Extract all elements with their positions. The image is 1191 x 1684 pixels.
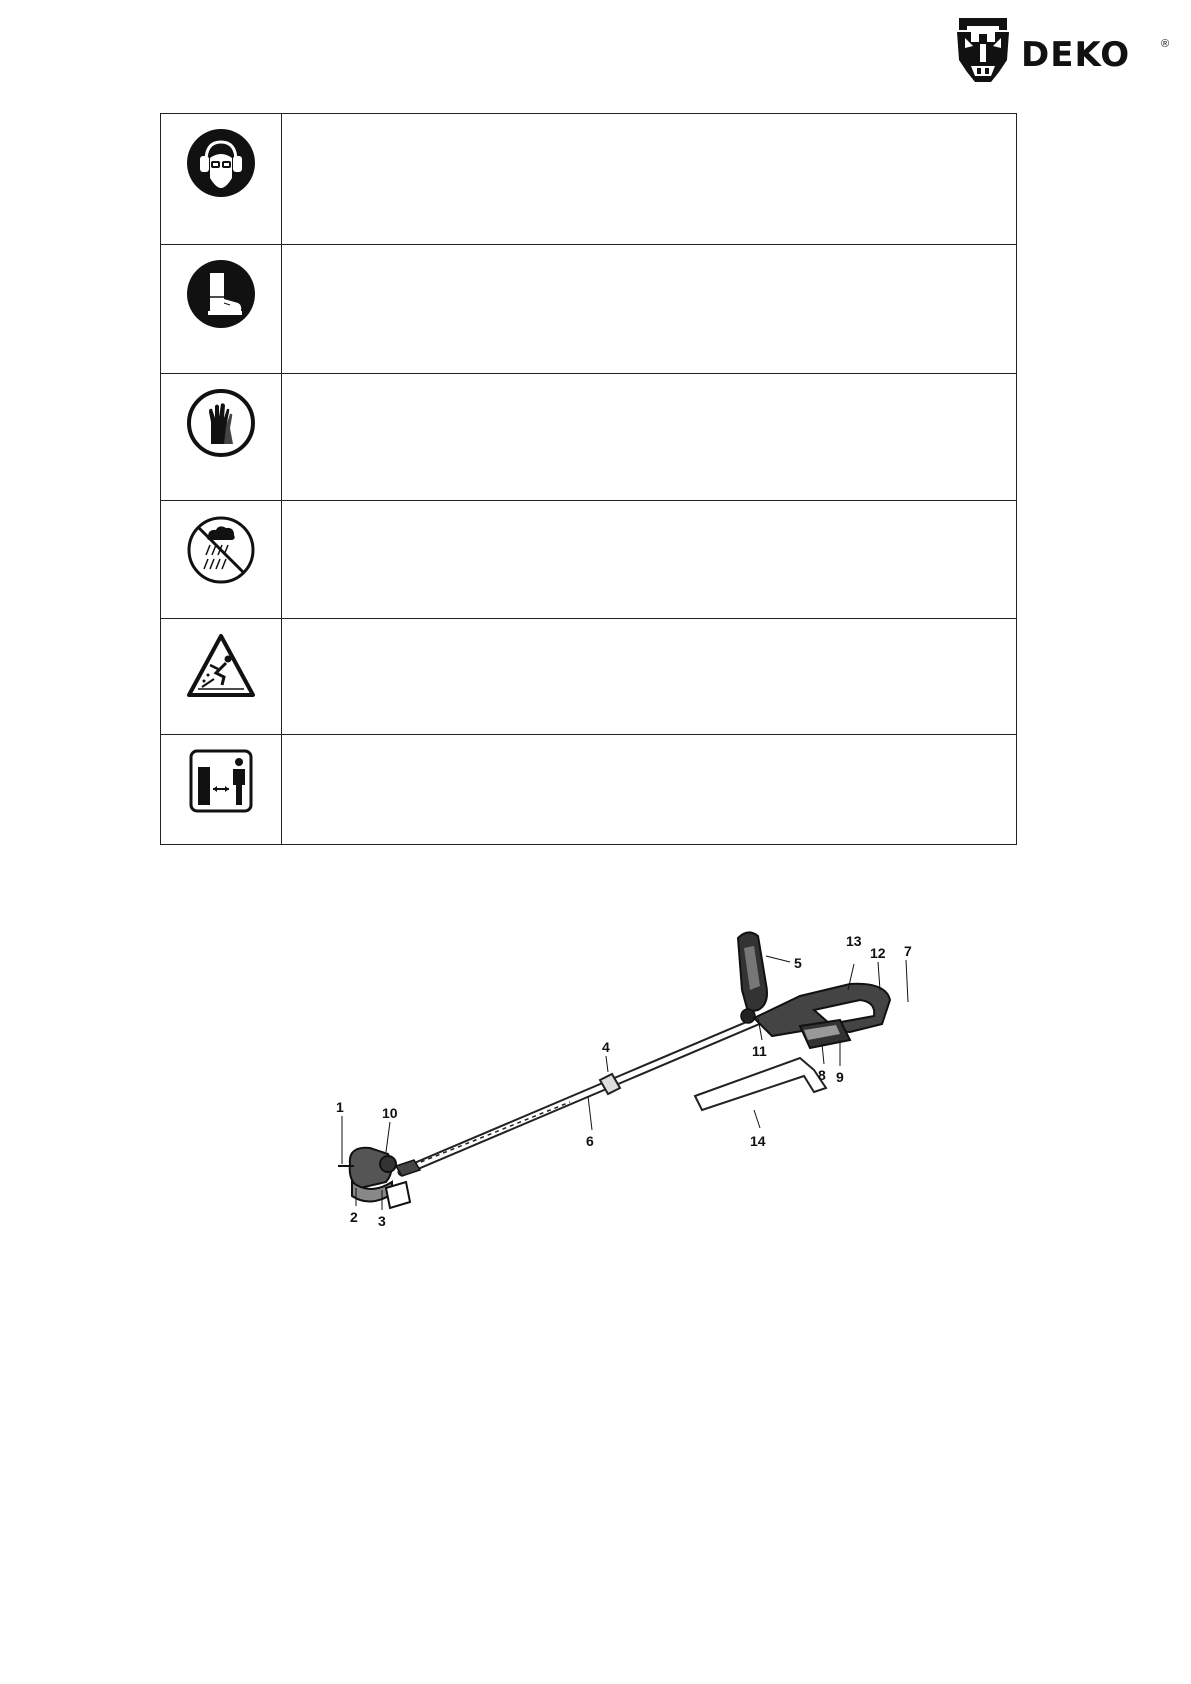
safety-icon-cell bbox=[161, 619, 282, 735]
safety-row bbox=[161, 374, 1017, 501]
trimmer-head bbox=[338, 1148, 420, 1208]
safety-text-cell bbox=[281, 735, 1016, 845]
callout-1: 1 bbox=[336, 1099, 344, 1115]
safety-icon-cell bbox=[161, 114, 282, 245]
safety-row bbox=[161, 501, 1017, 619]
callout-7: 7 bbox=[904, 943, 912, 959]
safety-icon-cell bbox=[161, 374, 282, 501]
callout-10: 10 bbox=[382, 1105, 398, 1121]
callout-5: 5 bbox=[794, 955, 802, 971]
hex-key-wrench bbox=[695, 1058, 826, 1110]
deko-mask-logo-icon bbox=[953, 16, 1013, 84]
registered-mark: ® bbox=[1161, 38, 1170, 50]
safety-text-cell bbox=[281, 114, 1016, 245]
callout-8: 8 bbox=[818, 1067, 826, 1083]
callout-11: 11 bbox=[752, 1043, 767, 1059]
brand-name: DEKO bbox=[1021, 35, 1131, 75]
callout-4: 4 bbox=[602, 1039, 610, 1055]
safety-boots-icon bbox=[186, 259, 256, 329]
safety-text-cell bbox=[281, 374, 1016, 501]
brand-logo bbox=[953, 16, 1183, 86]
flying-debris-warning-icon bbox=[186, 633, 256, 699]
safety-row bbox=[161, 245, 1017, 374]
callout-13: 13 bbox=[846, 933, 862, 949]
protective-gloves-icon bbox=[186, 388, 256, 458]
callout-6: 6 bbox=[586, 1133, 594, 1149]
safety-icon-cell bbox=[161, 501, 282, 619]
safety-row bbox=[161, 114, 1017, 245]
safety-text-cell bbox=[281, 245, 1016, 374]
callout-12: 12 bbox=[870, 945, 886, 961]
no-rain-icon bbox=[186, 515, 256, 585]
main-handle bbox=[754, 984, 890, 1048]
ear-eye-protection-icon bbox=[186, 128, 256, 198]
safety-text-cell bbox=[281, 501, 1016, 619]
callout-2: 2 bbox=[350, 1209, 358, 1225]
auxiliary-handle bbox=[738, 932, 767, 1023]
callout-9: 9 bbox=[836, 1069, 844, 1085]
callout-3: 3 bbox=[378, 1213, 386, 1229]
callout-14: 14 bbox=[750, 1133, 766, 1149]
keep-distance-icon bbox=[189, 749, 253, 813]
safety-icon-cell bbox=[161, 245, 282, 374]
safety-row bbox=[161, 735, 1017, 845]
safety-icon-cell bbox=[161, 735, 282, 845]
safety-text-cell bbox=[281, 619, 1016, 735]
safety-symbols-table bbox=[160, 113, 1017, 845]
safety-row bbox=[161, 619, 1017, 735]
grass-trimmer-parts-diagram bbox=[330, 920, 970, 1260]
